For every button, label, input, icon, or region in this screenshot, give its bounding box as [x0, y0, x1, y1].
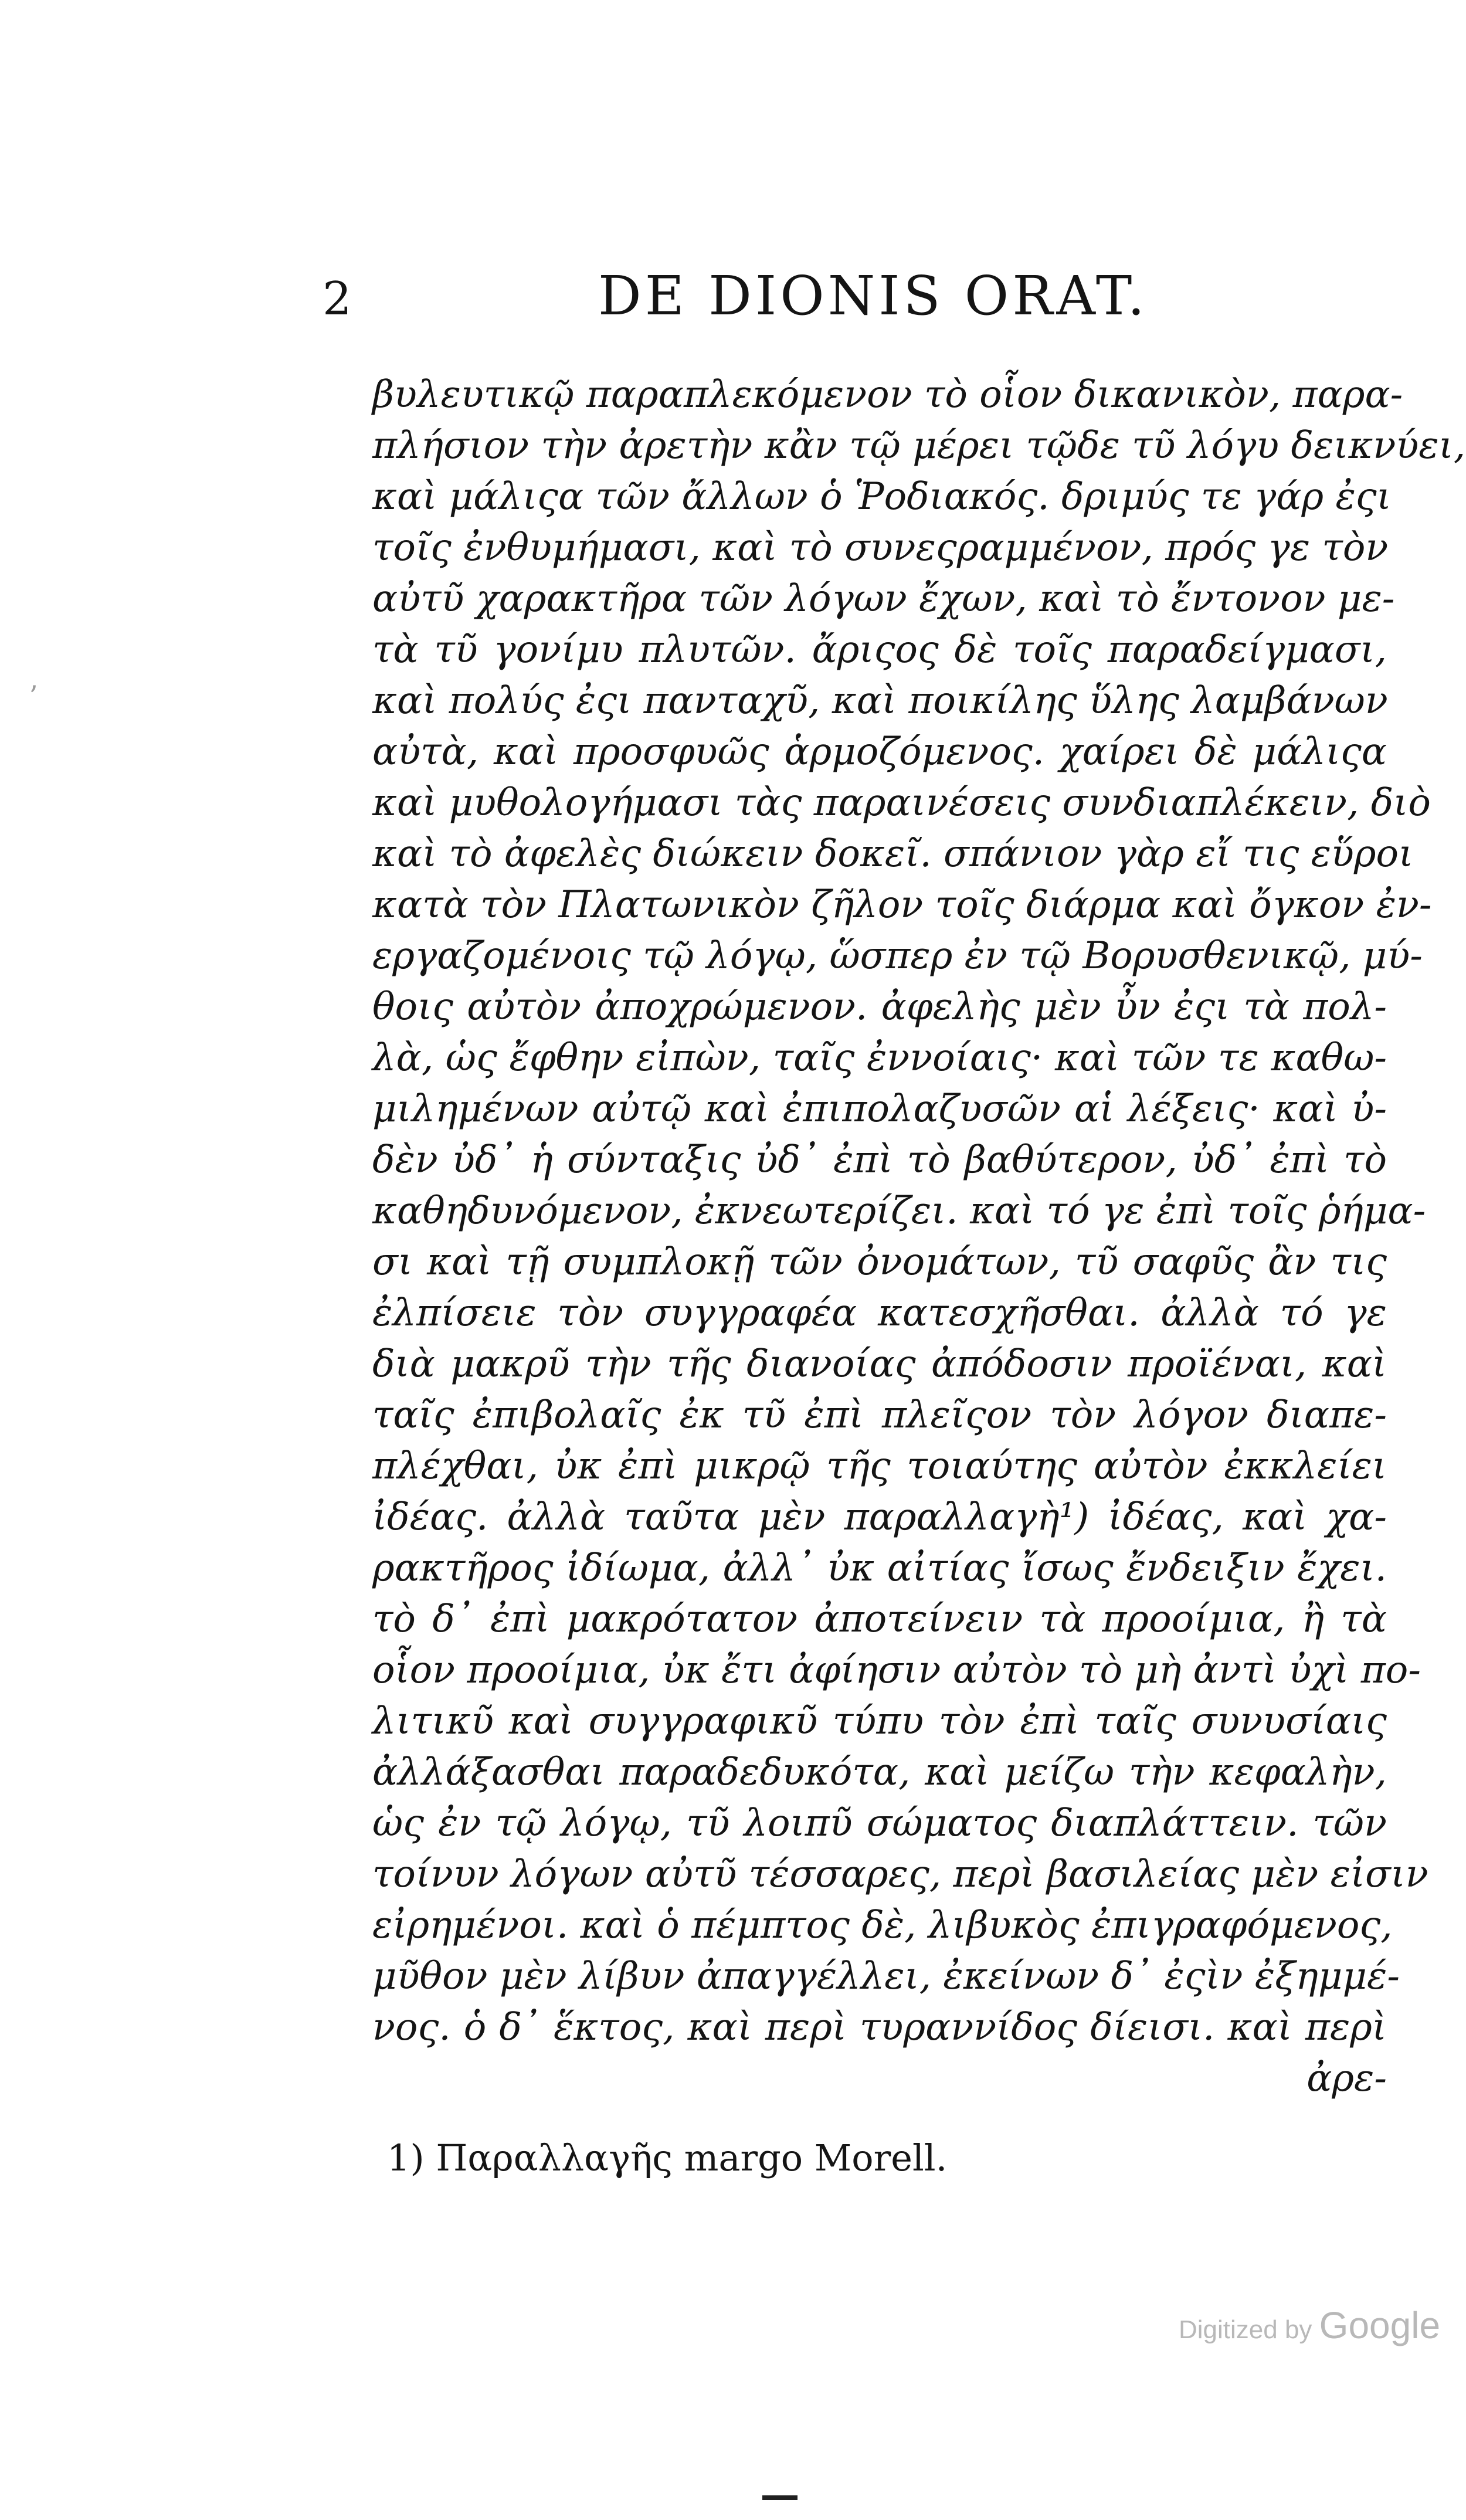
watermark-brand: Google	[1319, 2304, 1441, 2346]
text-line: αὐτὰ, καὶ προσφυῶς ἁρμοζόμενος. χαίρει δὲ μάλιςα	[372, 730, 1387, 774]
text-line: τοῖς ἐνθυμήμασι, καὶ τὸ συνεςραμμένον, πρός γε τὸν	[372, 526, 1389, 569]
text-line: τοίνυν λόγων αὐτῦ τέσσαρες, περὶ βασιλείας μὲν εἰσιν	[372, 1853, 1428, 1896]
text-line: οἷον προοίμια, ὐκ ἔτι ἀφίησιν αὐτὸν τὸ μὴ ἀντὶ ὐχὶ πο-	[372, 1649, 1421, 1692]
text-line: λιτικῦ καὶ συγγραφικῦ τύπυ τὸν ἐπὶ ταῖς συνυσίαις	[372, 1700, 1387, 1743]
text-line: νος. ὁ δ᾽ ἕκτος, καὶ περὶ τυραννίδος δίεισι. καὶ περὶ	[372, 2006, 1387, 2049]
page-header	[305, 264, 1173, 331]
text-line: καὶ τὸ ἀφελὲς διώκειν δοκεῖ. σπάνιον γὰρ εἴ τις εὕροι	[372, 832, 1414, 876]
text-line: πλέχθαι, ὐκ ἐπὶ μικρῷ τῆς τοιαύτης αὐτὸν ἐκκλείει	[372, 1444, 1387, 1488]
text-line: κατὰ τὸν Πλατωνικὸν ζῆλον τοῖς διάρμα καὶ ὄγκον ἐν-	[372, 883, 1432, 927]
watermark-prefix: Digitized by	[1179, 2315, 1319, 2344]
text-line: εργαζομένοις τῷ λόγῳ, ὥσπερ ἐν τῷ Βορυσθενικῷ, μύ-	[372, 934, 1423, 978]
text-line: ρακτῆρος ἰδίωμα, ἀλλ᾽ ὐκ αἰτίας ἴσως ἔνδειξιν ἔχει.	[372, 1546, 1387, 1590]
running-head: DE DIONIS ORAT.	[598, 264, 1148, 327]
text-line: μῦθον μὲν λίβυν ἀπαγγέλλει, ἐκείνων δ᾽ ἐςὶν ἐξημμέ-	[372, 1955, 1400, 1998]
text-line: τὸ δ᾽ ἐπὶ μακρότατον ἀποτείνειν τὰ προοίμια, ἢ τὰ	[372, 1598, 1387, 1641]
text-line: τὰ τῦ γονίμυ πλυτῶν. ἄριςος δὲ τοῖς παραδείγμασι,	[372, 628, 1387, 671]
page-number: 2	[323, 273, 352, 325]
text-line: καὶ μυθολογήμασι τὰς παραινέσεις συνδιαπλέκειν, διὸ	[372, 781, 1431, 825]
text-line: εἰρημένοι. καὶ ὁ πέμπτος δὲ, λιβυκὸς ἐπιγραφόμενος,	[372, 1904, 1393, 1947]
text-line: δὲν ὐδ᾽ ἡ σύνταξις ὐδ᾽ ἐπὶ τὸ βαθύτερον, ὐδ᾽ ἐπὶ τὸ	[372, 1138, 1387, 1182]
text-line: διὰ μακρῦ τὴν τῆς διανοίας ἀπόδοσιν προϊέναι, καὶ	[372, 1342, 1387, 1386]
margin-speck: ʼ	[28, 680, 38, 713]
catchword: ἀρε-	[1306, 2057, 1387, 2100]
text-line: βυλευτικῷ παραπλεκόμενον τὸ οἷον δικανικὸν, παρα-	[372, 373, 1403, 416]
bottom-mark	[762, 2495, 798, 2500]
text-line: αὐτῦ χαρακτῆρα τῶν λόγων ἔχων, καὶ τὸ ἔντονον με-	[372, 577, 1395, 620]
text-line: πλήσιον τὴν ἀρετὴν κἂν τῷ μέρει τῷδε τῦ λόγυ δεικνύει,	[372, 424, 1466, 467]
main-text	[372, 369, 1466, 2104]
text-line: λὰ, ὡς ἔφθην εἰπὼν, ταῖς ἐννοίαις· καὶ τῶν τε καθω-	[372, 1036, 1387, 1080]
text-line: σι καὶ τῇ συμπλοκῇ τῶν ὀνομάτων, τῦ σαφῦς ἂν τις	[372, 1240, 1387, 1284]
text-line: θοις αὐτὸν ἀποχρώμενον. ἀφελὴς μὲν ὖν ἐςι τὰ πολ-	[372, 985, 1387, 1029]
text-line: μιλημένων αὐτῷ καὶ ἐπιπολαζυσῶν αἱ λέξεις· καὶ ὐ-	[372, 1087, 1387, 1131]
text-line: καὶ μάλιςα τῶν ἄλλων ὁ Ῥοδιακός. δριμύς τε γάρ ἐςι	[372, 475, 1392, 518]
text-line: ἰδέας. ἀλλὰ ταῦτα μὲν παραλλαγὴ¹) ἰδέας, καὶ χα-	[372, 1495, 1387, 1539]
text-line: ὡς ἐν τῷ λόγῳ, τῦ λοιπῦ σώματος διαπλάττειν. τῶν	[372, 1802, 1387, 1845]
text-line: ταῖς ἐπιβολαῖς ἐκ τῦ ἐπὶ πλεῖςον τὸν λόγον διαπε-	[372, 1393, 1387, 1437]
text-line: ἐλπίσειε τὸν συγγραφέα κατεσχῆσθαι. ἀλλὰ τό γε	[372, 1291, 1387, 1335]
text-line: καὶ πολύς ἐςι πανταχῦ, καὶ ποικίλης ὕλης λαμβάνων	[372, 679, 1388, 723]
text-line: ἀλλάξασθαι παραδεδυκότα, καὶ μείζω τὴν κεφαλὴν,	[372, 1751, 1387, 1794]
text-line: καθηδυνόμενον, ἐκνεωτερίζει. καὶ τό γε ἐπὶ τοῖς ῥήμα-	[372, 1189, 1426, 1233]
footnote: 1) Παραλλαγῆς margo Morell.	[387, 2136, 948, 2179]
digitization-watermark	[1179, 2304, 1441, 2348]
